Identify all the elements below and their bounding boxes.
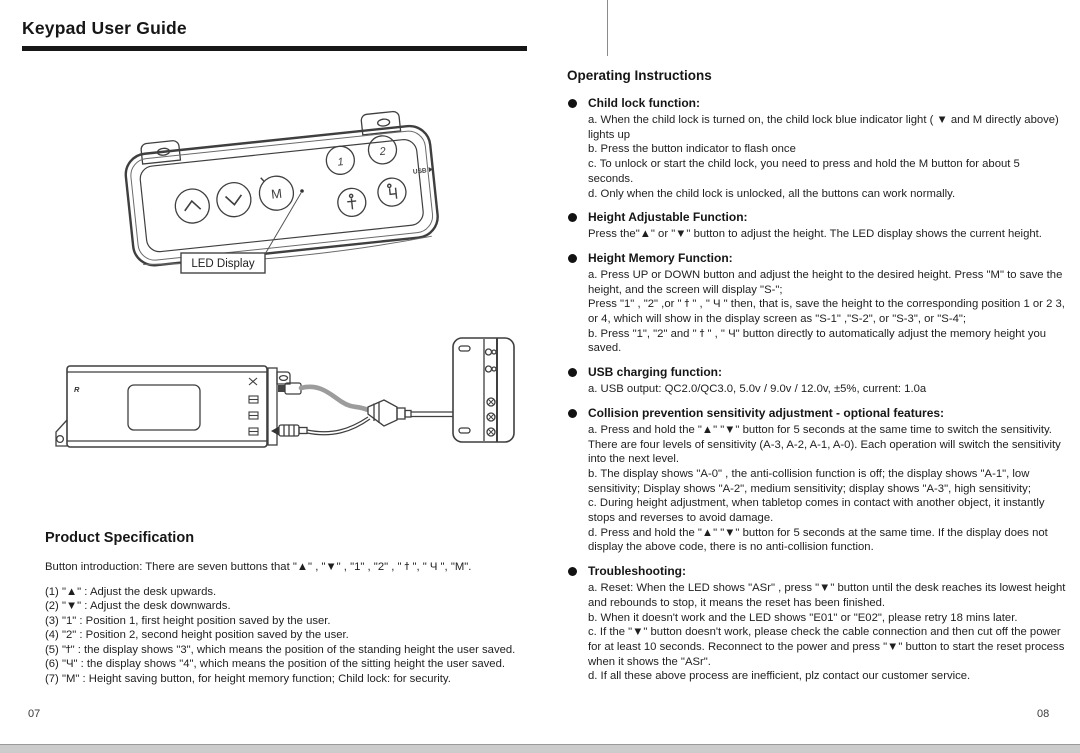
instruction-line: b. The display shows "A-0" , the anti-collision function is off; the display shows "A-1", low sensitivity; Display shows "A-2", medium sensitivity; display shows "A-3", high sensitivity; [588, 467, 1031, 495]
position1-button [325, 145, 356, 176]
svg-text:USB: USB [412, 167, 428, 176]
instruction-line: c. If the "▼" button doesn't work, please check the cable connection and then cut off the power for at least 10 seconds. Reconnect to the power and press "▼" button to start the reset process when it shows the "ASr". [588, 626, 1065, 668]
section-troubleshooting [567, 564, 1068, 684]
brand-mark: R [74, 385, 80, 394]
bracket-holes [486, 349, 497, 372]
instruction-line: a. Press UP or DOWN button and adjust the height to the desired height. Press "M" to save the height, and the screen will display "S-"; [588, 268, 1063, 296]
sitting-person-icon [388, 184, 397, 200]
led-display-callout [181, 253, 265, 273]
section-height-memory [567, 251, 1068, 356]
instruction-line: d. Only when the child lock is unlocked, all the buttons can work normally. [588, 187, 956, 200]
spec-item: (7) "M" : Height saving button, for height memory function; Child lock: for security. [45, 673, 451, 686]
instruction-line: a. USB output: QC2.0/QC3.0, 5.0v / 9.0v / 12.0v, ±5%, current: 1.0a [588, 383, 927, 396]
spec-item: (4) "2" : Position 2, second height position saved by the user. [45, 629, 349, 642]
instruction-line: a. Reset: When the LED shows "ASr" , press "▼" button until the desk reaches its lowest height and rebounds to stop, it means the reset has been finished. [588, 582, 1066, 609]
port-icons [249, 378, 258, 435]
section-title: Collision prevention sensitivity adjustment - optional features: [588, 405, 945, 420]
operating-instructions-heading: Operating Instructions [567, 68, 712, 83]
spec-item: (3) "1" : Position 1, first height position saved by the user. [45, 614, 331, 627]
instruction-line: c. During height adjustment, when tabletop comes in contact with another object, it instantly stops and reverses to avoid damage. [588, 497, 1045, 525]
instruction-line: b. When it doesn't work and the LED shows "E01" or "E02", please retry 18 mins later. [588, 611, 1018, 624]
sitting-height-button [377, 177, 408, 208]
memory-button-label: M [270, 185, 283, 202]
instruction-line: a. When the child lock is turned on, the child lock blue indicator light ( ▼ and M directly above) lights up [588, 114, 1059, 141]
section-child-lock [567, 96, 1068, 201]
power-cable [271, 417, 370, 436]
power-port-icon [249, 378, 257, 385]
section-usb-charging [567, 365, 1068, 397]
standing-height-button [336, 187, 367, 218]
section-title: Troubleshooting: [588, 564, 686, 579]
chevron-down-icon [226, 195, 243, 206]
bullet-icon [568, 409, 577, 418]
spec-item: (5) "ϯ" : the display shows "3", which means the position of the standing height the user saved. [45, 643, 516, 656]
spec-item: (2) "▼" : Adjust the desk downwards. [45, 600, 231, 613]
control-box-diagram [50, 322, 530, 487]
bullet-icon [568, 213, 577, 222]
button-introduction: Button introduction: There are seven buttons that "▲" , "▼" , "1" , "2" , " ϯ ", " Ч ", "M". [45, 561, 472, 573]
page-title: Keypad User Guide [22, 18, 187, 38]
spec-item: (6) "Ч" : the display shows "4", which means the position of the sitting height the user saved. [45, 658, 505, 671]
operating-instructions-section [567, 68, 1068, 693]
instruction-line: c. To unlock or start the child lock, you need to press and hold the M button for about 5 seconds. [588, 158, 1020, 185]
product-specification-heading: Product Specification [45, 530, 195, 546]
page-number-left: 07 [28, 708, 41, 720]
bullet-icon [568, 368, 577, 377]
mounting-bracket [453, 338, 514, 442]
spec-item: (1) "▲" : Adjust the desk upwards. [45, 585, 217, 598]
product-specification-section [45, 530, 540, 687]
title-underline [22, 46, 527, 51]
instruction-line: Press "1" , "2" ,or " ϯ " , " Ч " then, that is, save the height to the corresponding position 1 or 2 3, or 4, which will show in the display screen as "S-1" ,"S-2", or "S-3", or "S-4"; [588, 298, 1065, 326]
bullet-icon [568, 99, 577, 108]
section-title: Child lock function: [588, 96, 700, 110]
instruction-line: a. Press and hold the "▲" "▼" button for 5 seconds at the same time to switch the sensitivity. There are four levels of sensitivity (A-3, A-2, A-1, A-0). Each operation will switch the sensitivity into the next level. [588, 423, 1061, 466]
section-title: USB charging function: [588, 365, 722, 380]
child-lock-indicator-icon [261, 177, 264, 181]
control-box [56, 366, 290, 447]
down-button [215, 181, 252, 218]
section-title: Height Adjustable Function: [588, 210, 748, 225]
memory-button [258, 174, 295, 211]
position2-label: 2 [379, 145, 387, 159]
instruction-line: Press the"▲" or "▼" button to adjust the height. The LED display shows the current height. [588, 228, 1042, 241]
page-number-right: 08 [1037, 708, 1050, 720]
control-box-display-window [128, 385, 200, 430]
button-list [45, 585, 540, 687]
keypad-diagram [113, 103, 463, 298]
instruction-line: d. If all these above process are inefficient, plz contact our customer service. [588, 670, 971, 683]
signal-cable [278, 383, 368, 410]
up-button [174, 187, 211, 224]
bullet-icon [568, 567, 577, 576]
led-display-label: LED Display [191, 258, 255, 270]
led-display-pointer-dot [300, 189, 304, 193]
section-collision-prevention [567, 406, 1068, 555]
position1-label: 1 [336, 156, 345, 169]
instruction-line: b. Press "1", "2" and " ϯ " , " Ч" button directly to automatically adjust the memory height you saved. [588, 327, 1047, 355]
position2-button [367, 134, 398, 165]
bullet-icon [568, 254, 577, 263]
standing-person-icon [346, 194, 357, 210]
bracket-screws [487, 398, 495, 436]
usb-port-label [413, 167, 434, 176]
cable-splitter [368, 400, 453, 426]
page-fold-divider [607, 0, 608, 56]
instruction-line: d. Press and hold the "▲" "▼" button for 5 seconds at the same time. If the display does not display the above code, there is no anti-collision function. [588, 526, 1048, 554]
instruction-line: b. Press the button indicator to flash once [588, 143, 796, 156]
section-title: Height Memory Function: [588, 250, 733, 265]
chevron-up-icon [184, 200, 201, 211]
section-height-adjustable [567, 210, 1068, 242]
